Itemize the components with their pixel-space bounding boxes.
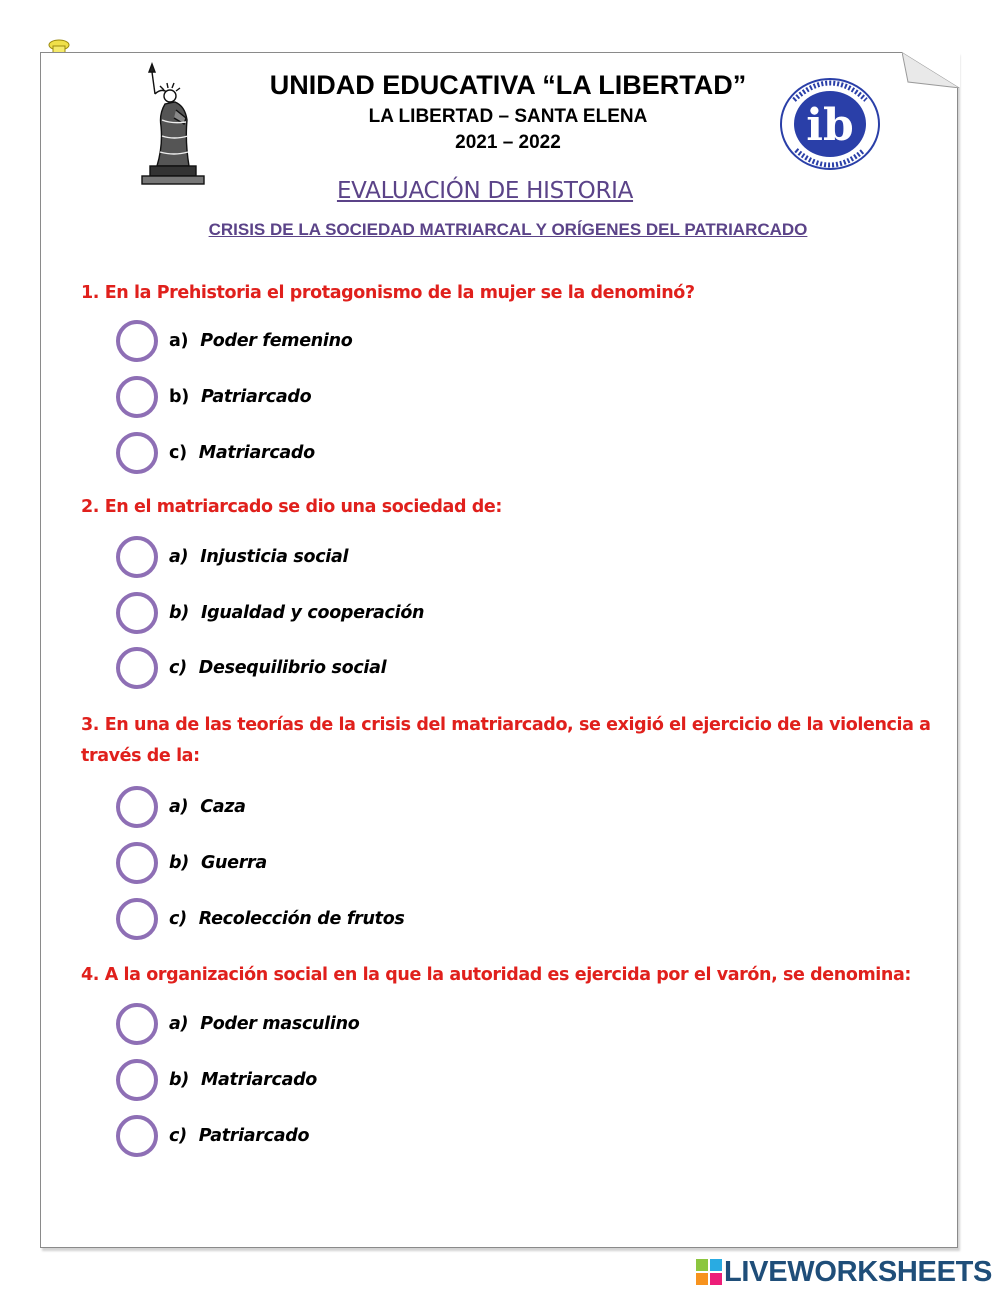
option-4a[interactable] <box>116 1003 359 1045</box>
option-text: Matriarcado <box>198 443 315 463</box>
evaluation-title: EVALUACIÓN DE HISTORIA <box>336 178 634 204</box>
option-3a[interactable] <box>116 786 246 828</box>
liveworksheets-logo-icon <box>696 1259 722 1285</box>
option-1a[interactable] <box>116 320 353 362</box>
liveworksheets-brand[interactable] <box>696 1254 992 1290</box>
option-letter: c) <box>169 909 187 929</box>
radio-button[interactable] <box>116 898 158 940</box>
option-letter: a) <box>169 1014 189 1034</box>
option-letter: a) <box>169 547 189 567</box>
option-text: Caza <box>200 797 246 817</box>
option-1c[interactable] <box>116 432 315 474</box>
option-text: Patriarcado <box>200 387 312 407</box>
option-3b[interactable] <box>116 842 267 884</box>
option-text: Injusticia social <box>200 547 349 567</box>
radio-button[interactable] <box>116 592 158 634</box>
option-text: Desequilibrio social <box>198 658 387 678</box>
option-letter: b) <box>169 853 189 873</box>
option-2b[interactable] <box>116 592 424 634</box>
option-letter: c) <box>169 443 187 463</box>
radio-button[interactable] <box>116 1059 158 1101</box>
question-2: 2. En el matriarcado se dio una sociedad de: <box>81 497 502 517</box>
option-text: Matriarcado <box>200 1070 318 1090</box>
radio-button[interactable] <box>116 786 158 828</box>
radio-button[interactable] <box>116 842 158 884</box>
option-1b[interactable] <box>116 376 311 418</box>
option-letter: b) <box>169 387 189 407</box>
radio-button[interactable] <box>116 647 158 689</box>
option-4b[interactable] <box>116 1059 317 1101</box>
option-4c[interactable] <box>116 1115 309 1157</box>
option-letter: b) <box>169 1070 189 1090</box>
option-text: Poder masculino <box>200 1014 360 1034</box>
question-1: 1. En la Prehistoria el protagonismo de la mujer se la denominó? <box>81 283 695 303</box>
option-letter: c) <box>169 658 187 678</box>
ib-logo-text: ib <box>806 100 854 151</box>
option-2c[interactable] <box>116 647 386 689</box>
option-letter: a) <box>169 797 189 817</box>
liveworksheets-brand-text: LIVEWORKSHEETS <box>724 1255 993 1288</box>
evaluation-topic: CRISIS DE LA SOCIEDAD MATRIARCAL Y ORÍGENES DEL PATRIARCADO <box>208 220 808 239</box>
radio-button[interactable] <box>116 320 158 362</box>
question-4: 4. A la organización social en la que la autoridad es ejercida por el varón, se denomina: <box>81 965 911 985</box>
option-text: Igualdad y cooperación <box>200 603 425 623</box>
option-letter: c) <box>169 1126 187 1146</box>
option-text: Recolección de frutos <box>198 909 405 929</box>
question-3: 3. En una de las teorías de la crisis del matriarcado, se exigió el ejercicio de la violencia a través de la: <box>81 715 931 766</box>
radio-button[interactable] <box>116 1115 158 1157</box>
option-3c[interactable] <box>116 898 405 940</box>
radio-button[interactable] <box>116 376 158 418</box>
option-letter: a) <box>169 331 189 351</box>
option-2a[interactable] <box>116 536 348 578</box>
school-name: UNIDAD EDUCATIVA “LA LIBERTAD” <box>269 70 747 100</box>
option-text: Patriarcado <box>198 1126 310 1146</box>
radio-button[interactable] <box>116 432 158 474</box>
option-text: Guerra <box>200 853 267 873</box>
option-text: Poder femenino <box>200 331 353 351</box>
school-year: 2021 – 2022 <box>455 132 561 153</box>
school-location: LA LIBERTAD – SANTA ELENA <box>368 106 648 127</box>
option-letter: b) <box>169 603 189 623</box>
radio-button[interactable] <box>116 536 158 578</box>
radio-button[interactable] <box>116 1003 158 1045</box>
